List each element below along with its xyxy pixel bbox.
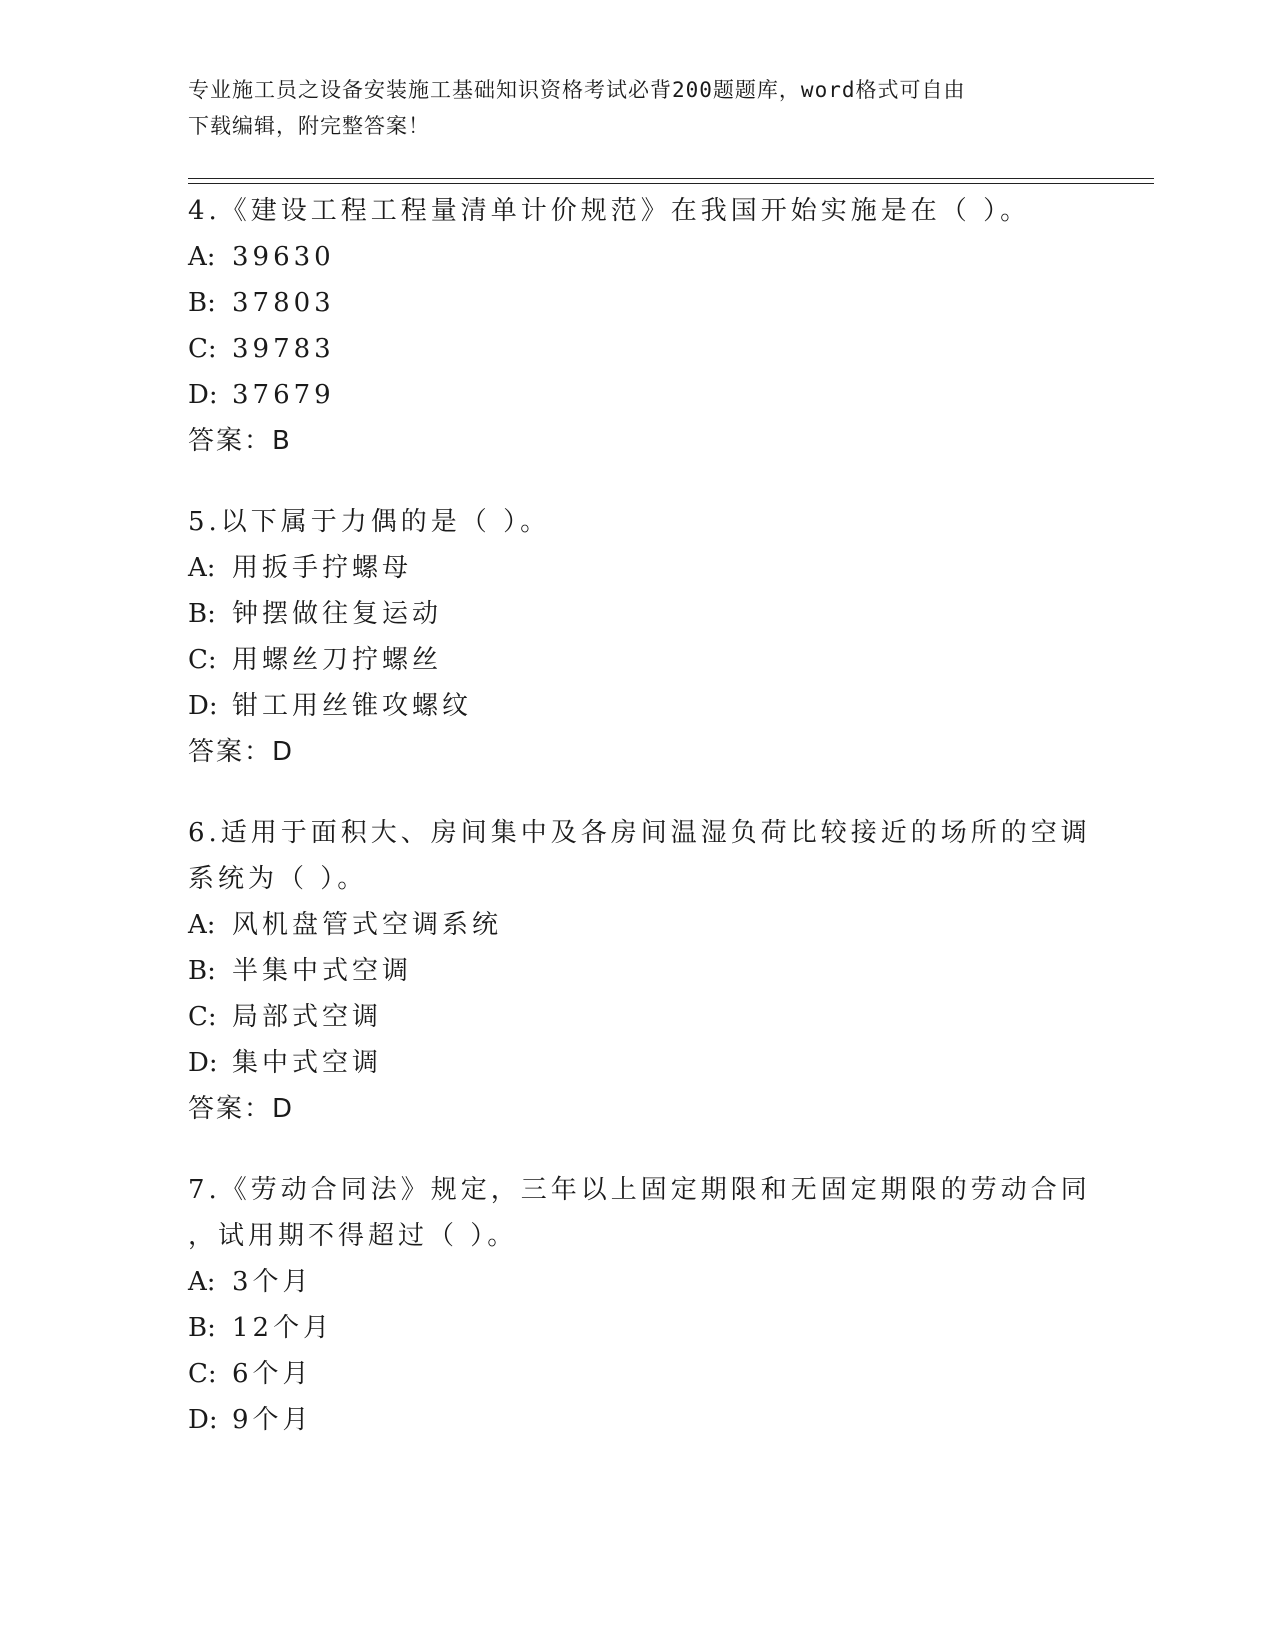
answer-option [188, 545, 1088, 591]
answer-key: 答案：D [188, 1094, 295, 1124]
option-text: 37803 [232, 288, 335, 318]
question-text: 5.以下属于力偶的是（ ）。 [188, 507, 551, 537]
question-text: 6.适用于面积大、房间集中及各房间温湿负荷比较接近的场所的空调 [188, 818, 1091, 848]
answer-option [188, 234, 1088, 280]
header-divider-top [188, 178, 1154, 179]
option-text: 钳工用丝锥攻螺纹 [232, 691, 473, 721]
option-text: 39630 [232, 242, 335, 272]
question-block [188, 499, 1088, 775]
answer-option [188, 1040, 1088, 1086]
option-key: A: [188, 1267, 216, 1297]
option-key: A: [188, 242, 216, 272]
option-text: 12个月 [232, 1313, 334, 1343]
answer-option [188, 372, 1088, 418]
answer-option [188, 683, 1088, 729]
document-header [188, 72, 1068, 144]
option-key: C: [188, 1359, 217, 1389]
option-text: 9个月 [232, 1405, 313, 1435]
answer-option [188, 1397, 1088, 1443]
question-text: 4.《建设工程工程量清单计价规范》在我国开始实施是在（ ）。 [188, 196, 1031, 226]
question-block [188, 188, 1088, 464]
answer-option [188, 902, 1088, 948]
option-text: 钟摆做往复运动 [232, 599, 443, 629]
option-key: C: [188, 334, 217, 364]
answer-option [188, 280, 1088, 326]
answer-key: 答案：D [188, 737, 295, 767]
option-text: 用扳手拧螺母 [232, 553, 413, 583]
option-text: 半集中式空调 [232, 956, 413, 986]
option-key: C: [188, 645, 217, 675]
question-text: 系统为（ ）。 [188, 864, 368, 894]
answer-option [188, 1259, 1088, 1305]
answer-option [188, 637, 1088, 683]
option-key: B: [188, 956, 216, 986]
option-key: B: [188, 288, 216, 318]
option-text: 风机盘管式空调系统 [232, 910, 503, 940]
header-line-1: 专业施工员之设备安装施工基础知识资格考试必背200题题库，word格式可自由 [188, 78, 966, 102]
option-text: 39783 [232, 334, 335, 364]
answer-option [188, 326, 1088, 372]
option-key: A: [188, 910, 216, 940]
header-divider-bottom [188, 183, 1154, 184]
option-key: D: [188, 1048, 218, 1078]
option-text: 用螺丝刀拧螺丝 [232, 645, 443, 675]
question-block [188, 1167, 1091, 1443]
answer-option [188, 1305, 1088, 1351]
option-text: 3个月 [232, 1267, 313, 1297]
option-key: A: [188, 553, 216, 583]
option-key: C: [188, 1002, 217, 1032]
answer-option [188, 1351, 1088, 1397]
option-key: D: [188, 691, 218, 721]
option-text: 集中式空调 [232, 1048, 383, 1078]
question-block [188, 810, 1091, 1132]
answer-option [188, 591, 1088, 637]
option-key: D: [188, 1405, 218, 1435]
question-text: ，试用期不得超过（ ）。 [188, 1221, 518, 1251]
option-text: 局部式空调 [232, 1002, 383, 1032]
option-key: B: [188, 599, 216, 629]
header-line-2: 下载编辑，附完整答案！ [188, 114, 430, 138]
answer-option [188, 948, 1088, 994]
option-text: 37679 [232, 380, 335, 410]
option-key: D: [188, 380, 218, 410]
answer-key: 答案：B [188, 426, 292, 456]
option-text: 6个月 [232, 1359, 313, 1389]
question-list [188, 188, 1091, 1478]
answer-option [188, 994, 1088, 1040]
question-text: 7.《劳动合同法》规定，三年以上固定期限和无固定期限的劳动合同 [188, 1175, 1091, 1205]
option-key: B: [188, 1313, 216, 1343]
